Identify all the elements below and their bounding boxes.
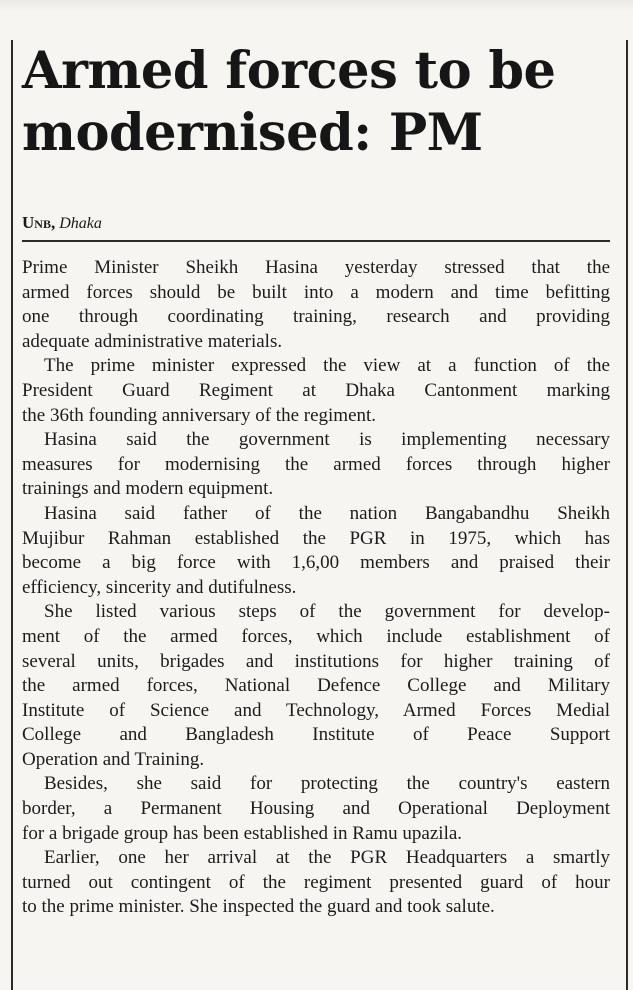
paragraph-line: measures for modernising the armed forces through higher xyxy=(22,453,610,475)
paragraph-line: armed forces should be built into a modern and time befitting xyxy=(22,281,610,303)
byline xyxy=(22,212,102,235)
paragraph-line: turned out contingent of the regiment presented guard of hour xyxy=(22,871,610,893)
right-column-rule xyxy=(626,40,628,990)
article-paragraph xyxy=(22,846,610,920)
paragraph-line: become a big force with 1,6,00 members and praised their xyxy=(22,552,610,574)
paragraph-line: Operation and Training. xyxy=(22,748,205,770)
paragraph-line: President Guard Regiment at Dhaka Cantonment marking xyxy=(22,379,610,401)
top-edge xyxy=(0,0,633,12)
article-paragraph xyxy=(22,502,610,600)
paragraph-line: Earlier, one her arrival at the PGR Headquarters a smartly xyxy=(44,847,610,869)
article-paragraph xyxy=(22,354,610,428)
paragraph-line: Hasina said the government is implementing necessary xyxy=(44,429,610,451)
paragraph-line: the 36th founding anniversary of the regiment. xyxy=(22,404,377,426)
article-paragraph xyxy=(22,428,610,502)
article-paragraph xyxy=(22,772,610,846)
paragraph-line: Mujibur Rahman established the PGR in 1975, which has xyxy=(22,527,610,549)
paragraph-line: She listed various steps of the government for develop- xyxy=(44,601,610,623)
paragraph-line: trainings and modern equipment. xyxy=(22,478,274,500)
paragraph-line: Besides, she said for protecting the country's eastern xyxy=(44,773,610,795)
headline-line: Armed forces to be xyxy=(22,41,556,101)
paragraph-line: Hasina said father of the nation Bangabandhu Sheikh xyxy=(44,502,610,524)
paragraph-line: College and Bangladesh Institute of Peace Support xyxy=(22,724,610,746)
paragraph-line: efficiency, sincerity and dutifulness. xyxy=(22,576,297,598)
byline-divider xyxy=(22,240,610,242)
paragraph-line: adequate administrative materials. xyxy=(22,330,283,352)
paragraph-line: Prime Minister Sheikh Hasina yesterday stressed that the xyxy=(22,257,610,278)
paragraph-line: ment of the armed forces, which include establishment of xyxy=(22,625,610,647)
article-body xyxy=(22,256,610,920)
paragraph-line: one through coordinating training, research and providing xyxy=(22,306,610,328)
paragraph-line: to the prime minister. She inspected the guard and took salute. xyxy=(22,896,495,918)
paragraph-line: The prime minister expressed the view at a function of the xyxy=(44,355,610,377)
article-paragraph xyxy=(22,600,610,772)
paragraph-line: several units, brigades and institutions for higher training of xyxy=(22,650,610,672)
headline xyxy=(22,40,622,164)
headline-line: modernised: PM xyxy=(22,103,483,163)
byline-agency: Unb, xyxy=(22,213,56,232)
paragraph-line: Institute of Science and Technology, Armed Forces Medial xyxy=(22,699,610,721)
paragraph-line: border, a Permanent Housing and Operational Deployment xyxy=(22,798,610,820)
paragraph-line: the armed forces, National Defence College and Military xyxy=(22,675,610,697)
left-column-rule xyxy=(11,40,13,990)
paragraph-line: for a brigade group has been established in Ramu upazila. xyxy=(22,822,463,844)
article-paragraph xyxy=(22,256,610,354)
byline-location: Dhaka xyxy=(59,215,102,232)
